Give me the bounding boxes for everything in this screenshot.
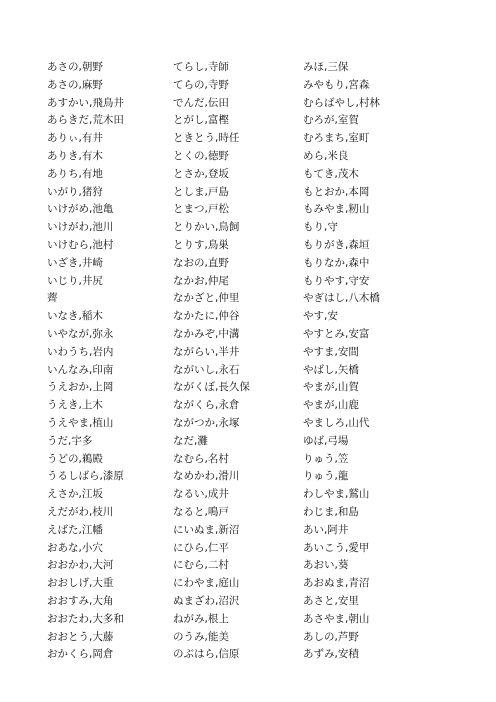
name-entry: あさの,朝野	[47, 61, 103, 73]
name-column-3	[303, 59, 380, 664]
name-entry: なかたに,仲谷	[173, 310, 240, 323]
name-entry: なおの,直野	[173, 256, 229, 269]
name-entry: てらの,寺野	[173, 78, 229, 91]
name-entry: いけがめ,池亀	[47, 203, 114, 216]
name-entry: のうみ,能美	[173, 630, 229, 643]
name-entry: とさか,登坂	[173, 167, 229, 180]
name-entry: うるしばら,漆原	[47, 470, 124, 483]
name-entry: えばた,江幡	[47, 523, 103, 536]
name-entry: ゆば,弓場	[303, 434, 349, 447]
name-entry: なかお,仲尾	[173, 274, 229, 287]
name-entry: のぶはら,信原	[173, 648, 240, 661]
name-entry: やまが,山賀	[303, 381, 359, 394]
name-entry: むろが,室賀	[303, 114, 359, 127]
name-entry: ながいし,永石	[173, 363, 240, 376]
name-entry: にむら,二村	[173, 559, 229, 572]
name-entry: わしやま,鷲山	[303, 488, 370, 501]
name-entry: あさの,麻野	[47, 78, 103, 91]
name-entry: なめかわ,滑川	[173, 470, 240, 483]
name-entry: ありき,有木	[47, 149, 103, 162]
name-entry: おおとう,大藤	[47, 630, 114, 643]
name-entry: いけがわ,池川	[47, 221, 114, 234]
name-entry: もりがき,森垣	[303, 238, 370, 251]
name-entry: でんだ,伝田	[173, 96, 229, 109]
name-entry: なかざと,仲里	[173, 292, 240, 305]
name-entry: あいこう,愛甲	[303, 541, 370, 554]
name-entry: やぎはし,八木橋	[303, 292, 380, 305]
name-entry: ながつか,永塚	[173, 416, 240, 429]
name-entry: とまつ,戸松	[173, 203, 229, 216]
name-entry: えだがわ,枝川	[47, 505, 114, 518]
name-entry: あらきだ,荒木田	[47, 114, 124, 127]
name-entry: おおしげ,大重	[47, 577, 114, 590]
name-entry: みほ,三保	[303, 61, 349, 73]
name-entry: うえき,上木	[47, 399, 103, 412]
name-entry: ときとう,時任	[173, 132, 240, 145]
name-entry: ねがみ,根上	[173, 612, 229, 625]
name-entry: なだ,灘	[173, 434, 208, 447]
name-entry: うえおか,上岡	[47, 381, 114, 394]
name-entry: とくの,徳野	[173, 149, 229, 162]
name-entry: あい,阿井	[303, 523, 349, 536]
name-entry: もり,守	[303, 221, 338, 234]
name-entry: としま,戸島	[173, 185, 229, 198]
name-entry: なむら,名村	[173, 452, 229, 465]
name-column-2	[173, 59, 250, 664]
name-entry: 薺	[47, 292, 58, 305]
name-entry: いんなみ,印南	[47, 363, 114, 376]
name-entry: いわうち,岩内	[47, 345, 114, 358]
name-entry: いなき,稲木	[47, 310, 103, 323]
name-entry: いざき,井崎	[47, 256, 103, 269]
name-entry: やばし,矢橋	[303, 363, 359, 376]
name-entry: ぬまざわ,沼沢	[173, 594, 240, 607]
name-entry: やましろ,山代	[303, 416, 370, 429]
name-entry: あしの,芦野	[303, 630, 359, 643]
name-entry: ありち,有地	[47, 167, 103, 180]
name-entry: うえやま,植山	[47, 416, 114, 429]
name-entry: とがし,富樫	[173, 114, 229, 127]
name-entry: めら,米良	[303, 149, 349, 162]
name-entry: うだ,宇多	[47, 434, 93, 447]
name-entry: あすかい,飛鳥井	[47, 96, 124, 109]
name-entry: なるい,成井	[173, 488, 229, 501]
name-entry: みやもり,宮森	[303, 78, 370, 91]
name-entry: てらし,寺師	[173, 61, 229, 73]
name-entry: もりなか,森中	[303, 256, 370, 269]
name-entry: わじま,和島	[303, 505, 359, 518]
name-entry: とりかい,鳥飼	[173, 221, 240, 234]
name-entry: もりやす,守安	[303, 274, 370, 287]
name-entry: なると,鳴戸	[173, 505, 229, 518]
name-entry: むらばやし,村林	[303, 96, 380, 109]
name-entry: にいぬま,新沼	[173, 523, 240, 536]
name-entry: やす,安	[303, 310, 338, 323]
name-entry: ながくら,永倉	[173, 399, 240, 412]
name-entry: ありぃ,有井	[47, 132, 103, 145]
name-entry: あさと,安里	[303, 594, 359, 607]
name-entry: むろまち,室町	[303, 132, 370, 145]
name-entry: あさやま,朝山	[303, 612, 370, 625]
name-entry: いじり,井尻	[47, 274, 103, 287]
name-entry: やすま,安間	[303, 345, 359, 358]
name-entry: りゅう,笠	[303, 452, 349, 465]
name-entry: おおかわ,大河	[47, 559, 114, 572]
name-entry: にわやま,庭山	[173, 577, 240, 590]
name-entry: あずみ,安積	[303, 648, 359, 661]
name-entry: りゅう,龍	[303, 470, 349, 483]
name-entry: いやなが,弥永	[47, 327, 114, 340]
name-entry: いがり,猪狩	[47, 185, 103, 198]
name-entry: おかくら,岡倉	[47, 648, 114, 661]
name-entry: おおたわ,大多和	[47, 612, 124, 625]
name-entry: えさか,江坂	[47, 488, 103, 501]
name-column-1	[47, 59, 124, 664]
name-entry: あおい,葵	[303, 559, 349, 572]
name-entry: おおすみ,大角	[47, 594, 114, 607]
name-entry: おあな,小穴	[47, 541, 103, 554]
name-entry: ながくぼ,長久保	[173, 381, 250, 394]
name-entry: なかみぞ,中溝	[173, 327, 240, 340]
name-entry: にひら,仁平	[173, 541, 229, 554]
name-entry: もみやま,籾山	[303, 203, 370, 216]
name-entry: あおぬま,青沼	[303, 577, 370, 590]
name-entry: ながらい,半井	[173, 345, 240, 358]
name-entry: うどの,鵜殿	[47, 452, 103, 465]
name-entry: もとおか,本岡	[303, 185, 370, 198]
name-entry: いけむら,池村	[47, 238, 114, 251]
name-entry: もてき,茂木	[303, 167, 359, 180]
name-entry: とりす,鳥巣	[173, 238, 229, 251]
name-entry: やすとみ,安富	[303, 327, 370, 340]
name-entry: やまが,山鹿	[303, 399, 359, 412]
